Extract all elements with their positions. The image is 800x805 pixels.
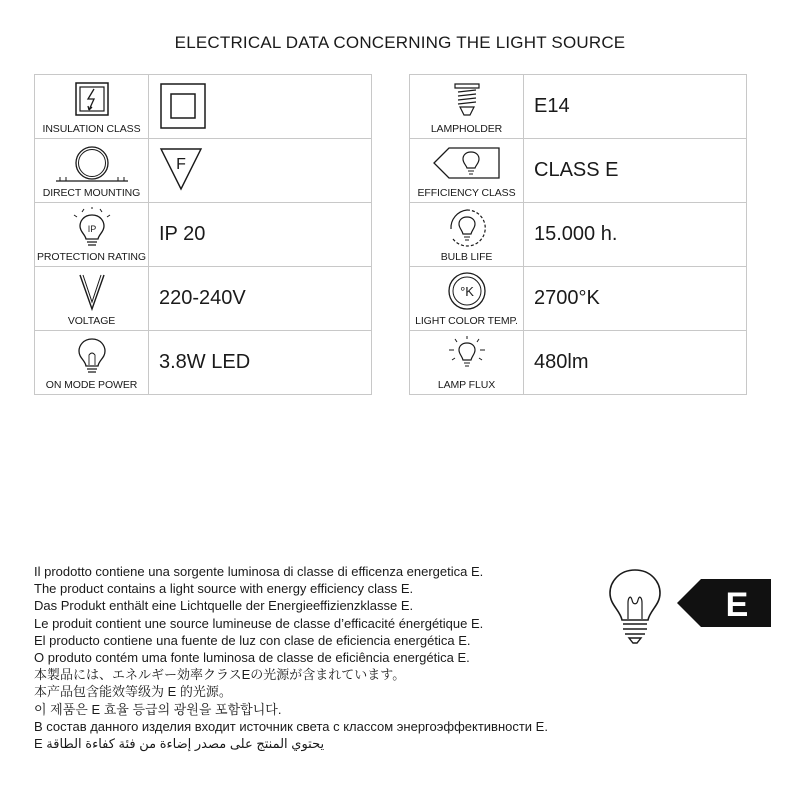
statement-fr: Le produit contient une source lumineuse de classe d’efficacité énergétique E. xyxy=(34,615,484,631)
table-row xyxy=(410,331,747,395)
table-row xyxy=(410,139,747,203)
bulb-life-icon xyxy=(446,207,488,249)
on-mode-power-label: ON MODE POWER xyxy=(45,379,138,391)
statement-en: The product contains a light source with energy efficiency class E. xyxy=(34,581,414,597)
lampholder-icon xyxy=(447,79,487,121)
insulation-class-label: INSULATION CLASS xyxy=(42,123,141,135)
kelvin-icon xyxy=(446,271,488,313)
f-triangle-icon xyxy=(159,146,203,192)
large-bulb-icon xyxy=(604,567,666,647)
energy-class-letter: E xyxy=(725,586,749,624)
page-title: ELECTRICAL DATA CONCERNING THE LIGHT SOURCE xyxy=(174,33,626,52)
statement-ru: В состав данного изделия входит источник света с классом энергоэффективности E. xyxy=(34,718,548,734)
light-color-temp-value: 2700°K xyxy=(534,287,600,309)
ip-text: IP xyxy=(87,224,96,234)
statement-ar-text: يحتوي المنتج على مصدر إضاءة من فئة كفاءة الطاقة E xyxy=(34,736,325,752)
class-ii-square-icon xyxy=(159,82,209,132)
statement-pt: O produto contém uma fonte luminosa de classe de eficiência energética E. xyxy=(34,650,470,666)
statement-ja: 本製品には、エネルギー効率クラスEの光源が含まれています。 xyxy=(34,667,406,683)
table-row xyxy=(35,75,372,139)
voltage-icon xyxy=(72,271,112,313)
protection-rating-label: PROTECTION RATING xyxy=(37,251,146,263)
lamp-flux-label: LAMP FLUX xyxy=(437,379,496,391)
statement-ar xyxy=(34,735,548,752)
bulb-icon xyxy=(72,335,112,377)
table-row xyxy=(35,267,372,331)
left-spec-table xyxy=(34,74,372,395)
statement-zh: 本产品包含能效等级为 E 的光源。 xyxy=(34,684,232,700)
bulb-life-label: BULB LIFE xyxy=(440,251,493,263)
protection-rating-value: IP 20 xyxy=(159,223,206,245)
insulation-class-icon xyxy=(72,79,112,119)
table-row xyxy=(410,203,747,267)
table-row xyxy=(35,139,372,203)
protection-rating-icon xyxy=(72,207,112,249)
table-row xyxy=(35,203,372,267)
kelvin-text: °K xyxy=(459,284,474,299)
efficiency-class-value: CLASS E xyxy=(534,159,619,181)
right-spec-table xyxy=(409,74,747,395)
table-row xyxy=(410,267,747,331)
statement-ko: 이 제품은 E 효율 등급의 광원을 포함합니다. xyxy=(34,701,282,717)
statement-it: Il prodotto contiene una sorgente luminosa di classe di efficenza energetica E. xyxy=(34,564,484,579)
energy-class-badge xyxy=(675,577,773,629)
efficiency-class-icon xyxy=(431,143,503,185)
f-letter: F xyxy=(176,156,186,173)
voltage-label: VOLTAGE xyxy=(67,315,116,327)
table-row xyxy=(35,331,372,395)
bulb-life-value: 15.000 h. xyxy=(534,223,618,245)
lamp-flux-icon xyxy=(446,335,488,377)
on-mode-power-value: 3.8W LED xyxy=(159,351,251,373)
lampholder-label: LAMPHOLDER xyxy=(430,123,503,135)
statement-de: Das Produkt enthält eine Lichtquelle der Energieeffizienzklasse E. xyxy=(34,598,414,614)
voltage-value: 220-240V xyxy=(159,287,246,309)
lamp-flux-value: 480lm xyxy=(534,351,589,373)
efficiency-class-label: EFFICIENCY CLASS xyxy=(417,187,516,199)
statement-es: El producto contiene una fuente de luz con clase de eficiencia energética E. xyxy=(34,632,471,648)
table-row xyxy=(410,75,747,139)
lampholder-value: E14 xyxy=(534,95,570,117)
light-color-temp-label: LIGHT COLOR TEMP. xyxy=(415,315,518,327)
energy-statements xyxy=(34,563,548,752)
direct-mounting-label: DIRECT MOUNTING xyxy=(42,187,141,199)
direct-mounting-icon xyxy=(52,143,132,185)
